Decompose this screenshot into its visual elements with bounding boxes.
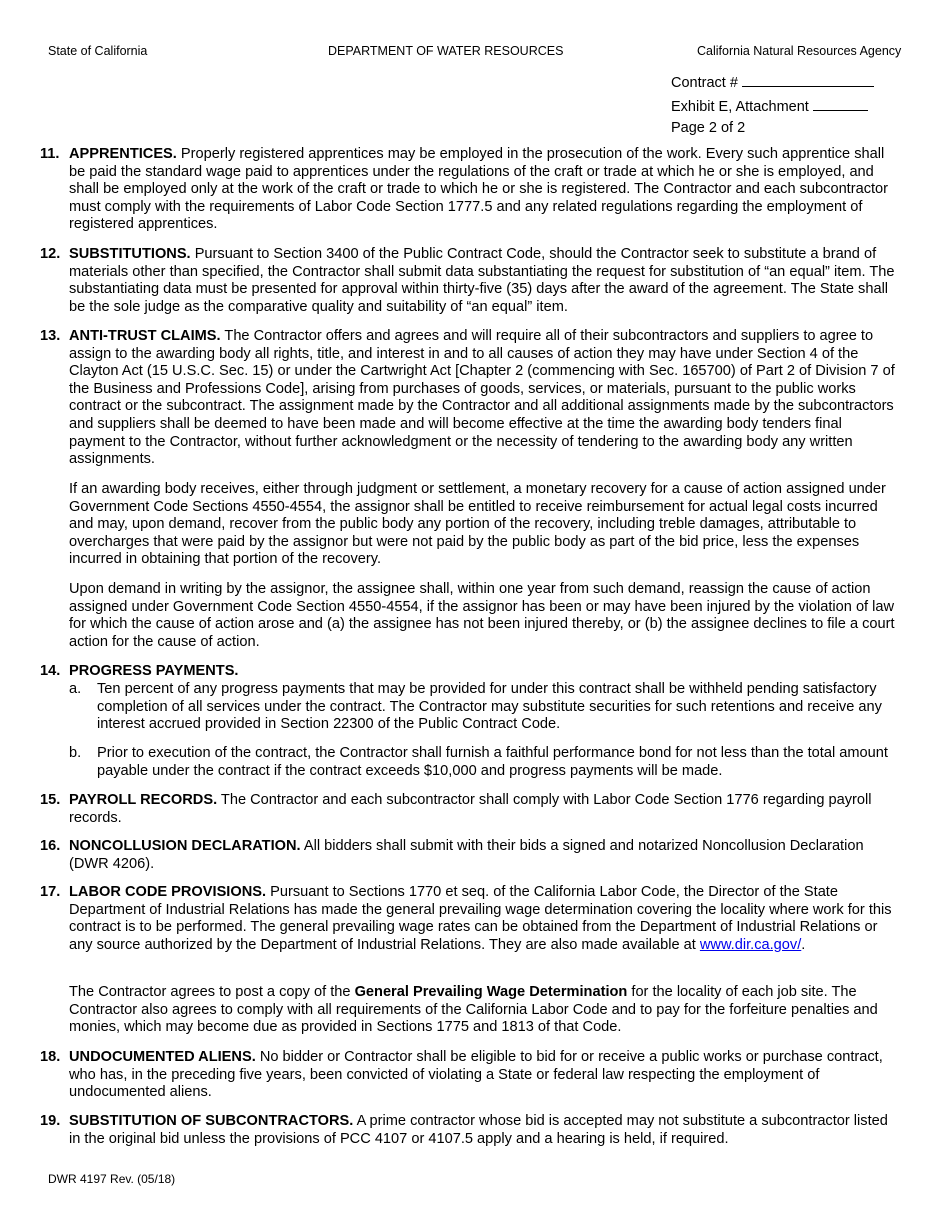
section-13-paragraph-2: [40, 481, 900, 569]
section-number: 11.: [40, 146, 60, 162]
section-body: [69, 792, 900, 827]
section-16: [40, 838, 900, 873]
link-period: .: [801, 936, 806, 953]
section-14-item-a: [40, 681, 900, 734]
section-number: 16.: [40, 838, 61, 854]
section-title: PROGRESS PAYMENTS.: [69, 663, 239, 679]
contract-number-field: [742, 72, 874, 87]
section-title: SUBSTITUTIONS.: [69, 246, 191, 262]
list-item-text: Prior to execution of the contract, the Contractor shall furnish a faithful performance bond for not less than the total amount payable under the contract if the contract exceeds $10,000 and progress payments will be made.: [97, 745, 888, 779]
list-item-label: a.: [69, 681, 82, 697]
section-title: ANTI-TRUST CLAIMS.: [69, 328, 221, 344]
section-body: [69, 1113, 900, 1148]
section-number: 13.: [40, 328, 61, 344]
section-text: No bidder or Contractor shall be eligible to bid for or receive a public works or purchase contract, who has, in the preceding five years, been convicted of violating a State or federal law respecting the employment of undocumented aliens.: [69, 1049, 883, 1101]
paragraph-lead: The Contractor agrees to post a copy of the: [69, 984, 351, 1000]
page-number: Page 2 of 2: [671, 120, 746, 136]
header-department: DEPARTMENT OF WATER RESOURCES: [328, 44, 564, 58]
paragraph-text: Upon demand in writing by the assignor, the assignee shall, within one year from such demand, reassign the cause of action assigned under Government Code Section 4550-4554, if the assignor has been or may have been injured by the violation of law for which the cause of action arose and (a) the assignee has not been injured thereby, or (b) the assignee declines to file a court action for the cause of action.: [69, 581, 895, 650]
section-body: [69, 663, 900, 681]
section-title: NONCOLLUSION DECLARATION.: [69, 838, 301, 854]
section-19: [40, 1113, 900, 1148]
section-title: SUBSTITUTION OF SUBCONTRACTORS.: [69, 1113, 354, 1129]
list-item-text: Ten percent of any progress payments that may be provided for under this contract shall be withheld pending satisfactory completion of all services under the contract. The Contractor may substitute securities for such retentions and receive any interest accrued provided in Section 22300 of the Public Contract Code.: [97, 681, 882, 733]
contract-number-line: [671, 72, 874, 91]
section-text: The Contractor and each subcontractor shall comply with Labor Code Section 1776 regarding payroll records.: [69, 792, 872, 826]
section-number: 14.: [40, 663, 61, 679]
section-text: A prime contractor whose bid is accepted may not substitute a subcontractor listed in the original bid unless the provisions of PCC 4107 or 4107.5 apply and a hearing is held, if required.: [69, 1113, 888, 1147]
list-item-label: b.: [69, 745, 82, 761]
prevailing-wage-title: General Prevailing Wage Determination: [354, 984, 628, 1000]
contract-label: Contract #: [671, 75, 738, 91]
form-id-footer: DWR 4197 Rev. (05/18): [48, 1172, 176, 1186]
section-11: [40, 146, 900, 234]
section-body: [69, 838, 900, 873]
section-number: 12.: [40, 246, 61, 262]
paragraph-text: [69, 984, 900, 1037]
section-15: [40, 792, 900, 827]
section-14-item-b: [40, 745, 900, 780]
section-body: [69, 246, 900, 316]
section-text: Pursuant to Section 3400 of the Public Contract Code, should the Contractor seek to substitute a brand of materials other than specified, the Contractor shall submit data substantiating the request for substitution of “an equal” item. The substantiating data must be presented for approval within thirty-five (35) days after the award of the agreement. The State shall be the sole judge as the comparative quality and suitability of “an equal” item.: [69, 246, 895, 315]
paragraph-rest: for the locality of each job site. The Contractor also agrees to comply with all requirements of the California Labor Code and to pay for the forfeiture penalties and monies, which may become due as provided in Sections 1775 and 1813 of that Code.: [69, 984, 878, 1036]
section-12: [40, 246, 900, 316]
section-body: [69, 1049, 900, 1102]
section-17: [40, 884, 900, 954]
header-agency: State of California: [48, 44, 148, 58]
header-resources-agency: California Natural Resources Agency: [697, 44, 902, 58]
paragraph-text: If an awarding body receives, either through judgment or settlement, a monetary recovery for a cause of action assigned under Government Code Sections 4550-4554, the assignor shall be entitled to receive reimbursement for actual legal costs incurred and may, upon demand, recover from the public body any portion of the recovery, including treble damages, attributable to overcharges that were paid by the assignor but were not paid by the public body as part of the bid price, less the expenses incurred in obtaining that portion of the recovery.: [69, 481, 886, 568]
attachment-field: [813, 96, 868, 111]
section-text: Pursuant to Sections 1770 et seq. of the California Labor Code, the Director of the State Department of Industrial Relations has made the general prevailing wage determination covering the locality where work for this contract is to be performed. The general prevailing wage rates can be obtained from the Department of Industrial Relations or any source authorized by the Department of Industrial Relations. They are also made available at: [69, 884, 892, 953]
section-title: PAYROLL RECORDS.: [69, 792, 218, 808]
list-item: [69, 745, 900, 780]
section-body: [69, 328, 900, 469]
section-number: 17.: [40, 884, 61, 900]
section-text: The Contractor offers and agrees and will require all of their subcontractors and suppliers to agree to assign to the awarding body all rights, title, and interest in and to all causes of action they may have under Section 4 of the Clayton Act (15 U.S.C. Sec. 15) or under the Cartwright Act [Chapter 2 (commencing with Sec. 165700) of Part 2 of Division 7 of the Business and Professions Code], arising from purchases of goods, services, or materials, pursuant to the public works contract or the subcontract. The assignment made by the Contractor and all additional assignments made by the subcontractors and suppliers shall be deemed to have been made and will become effective at the time the awarding body tenders final payment to the Contractor, without further acknowledgment or the necessity of tendering to the awarding body any written assignments.: [69, 328, 895, 468]
section-number: 19.: [40, 1113, 61, 1129]
list-item: [69, 681, 900, 734]
section-number: 18.: [40, 1049, 61, 1065]
section-18: [40, 1049, 900, 1102]
section-title: LABOR CODE PROVISIONS.: [69, 884, 267, 900]
section-number: 15.: [40, 792, 61, 808]
exhibit-line: [671, 96, 868, 115]
exhibit-label: Exhibit E, Attachment: [671, 99, 809, 115]
section-title: UNDOCUMENTED ALIENS.: [69, 1049, 256, 1065]
section-13-paragraph-3: [40, 581, 900, 651]
section-text: Properly registered apprentices may be employed in the prosecution of the work. Every such apprentice shall be paid the standard wage paid to apprentices under the regulations of the craft or trade at which he or she is employed, and shall be employed only at the work of the craft or trade to which he or she is registered. The Contractor and each subcontractor must comply with the requirements of Labor Code Section 1777.5 and any related regulations regarding the employment of registered apprentices.: [69, 146, 889, 233]
section-17-paragraph-2: [40, 984, 900, 1037]
section-title: APPRENTICES.: [69, 146, 177, 162]
section-body: [69, 146, 900, 234]
section-text: All bidders shall submit with their bids a signed and notarized Noncollusion Declaration (DWR 4206).: [69, 838, 864, 872]
section-14: [40, 663, 900, 681]
section-13: [40, 328, 900, 469]
dir-website-link[interactable]: www.dir.ca.gov/: [699, 936, 802, 953]
section-body: [69, 884, 900, 954]
